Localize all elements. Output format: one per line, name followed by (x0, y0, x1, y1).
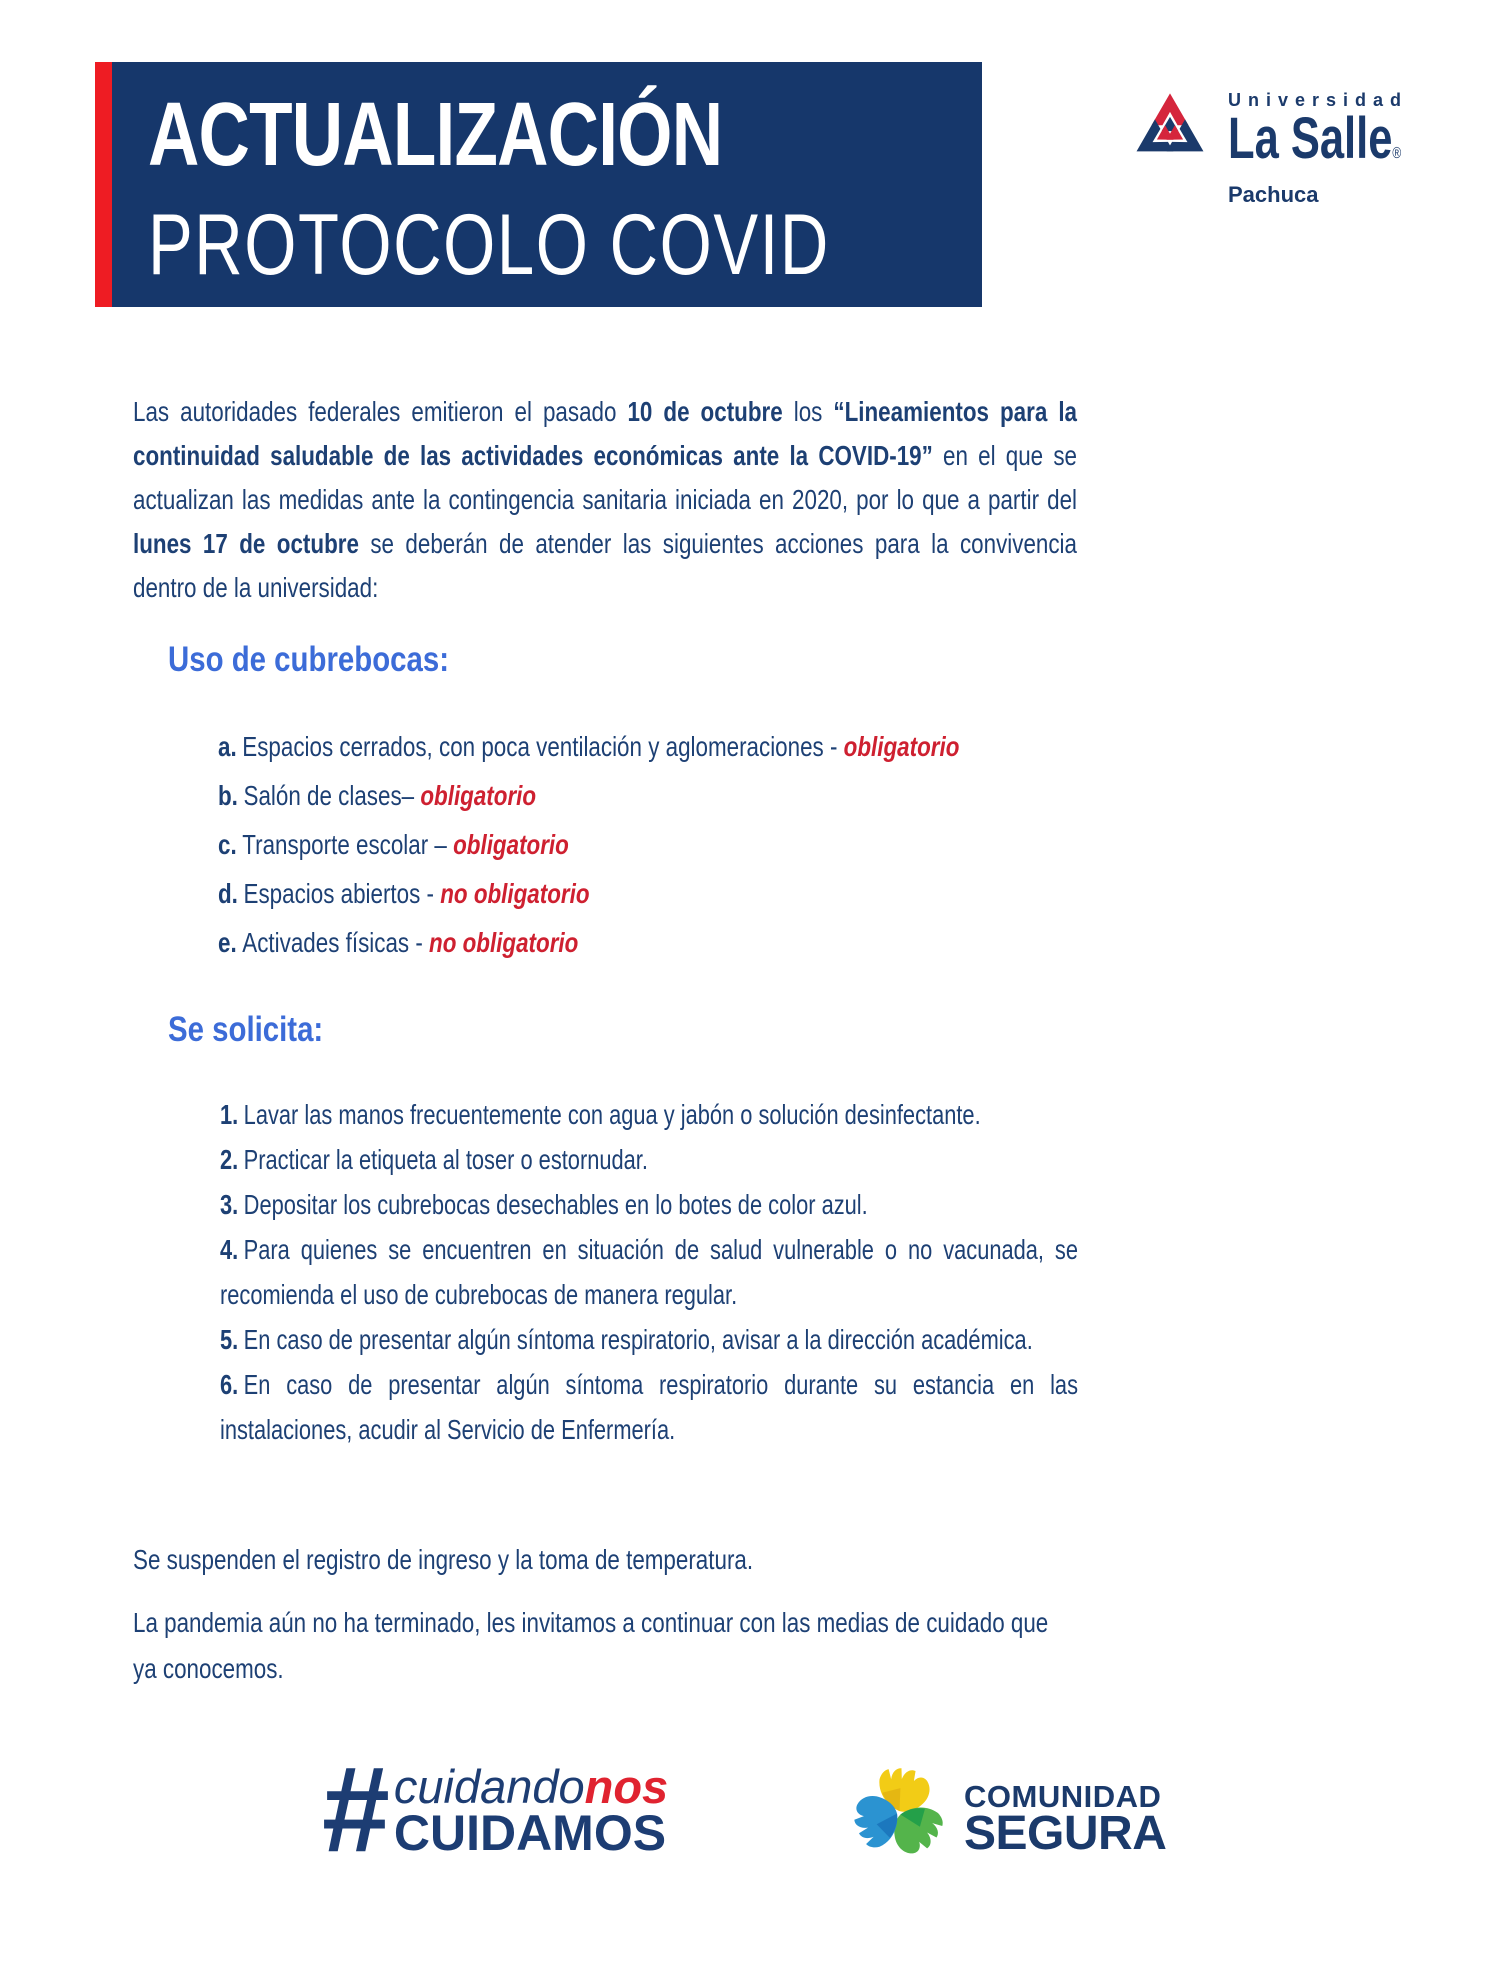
intro-date-bold: 10 de octubre (627, 396, 783, 427)
item-text: Espacios abiertos - (243, 878, 441, 909)
request-list-item (220, 1092, 1078, 1137)
mask-list-item (218, 771, 1098, 820)
registered-trademark: ® (1392, 145, 1402, 162)
banner-title: ACTUALIZACIÓN (148, 85, 723, 185)
item-text: Depositar los cubrebocas desechables en lo botes de color azul. (243, 1189, 868, 1220)
intro-date-bold: lunes 17 de octubre (133, 528, 359, 559)
mask-list-item (218, 869, 1098, 918)
mask-list-item (218, 820, 1098, 869)
intro-text: Las autoridades federales emitieron el pasado (133, 396, 628, 427)
hashtag-icon: # (322, 1741, 390, 1877)
closing-line-pandemic: La pandemia aún no ha terminado, les invitamos a continuar con las medias de cuidado que ya conocemos. (133, 1607, 1049, 1684)
university-logo-text (1228, 88, 1459, 208)
intro-guidelines-bold: “Lineamientos para la continuidad saludable de las actividades económicas ante la COVID-19” (133, 396, 1078, 471)
request-list-item (220, 1362, 1078, 1452)
intro-paragraph (133, 390, 1077, 610)
mask-usage-list (218, 722, 1098, 967)
item-text: Lavar las manos frecuentemente con agua y jabón o solución desinfectante. (243, 1099, 981, 1130)
item-number: 1. (220, 1099, 239, 1130)
intro-text: se deberán de atender las siguientes acciones para la convivencia dentro de la universidad: (133, 528, 1077, 603)
cuidandonos-line (393, 1760, 669, 1813)
cuidamos-text: CUIDAMOS (393, 1805, 667, 1861)
item-number: 4. (220, 1234, 239, 1265)
three-hands-icon (848, 1760, 950, 1862)
item-number: 6. (220, 1369, 239, 1400)
item-text: Para quienes se encuentren en situación de salud vulnerable o no vacunada, se recomienda el uso de cubrebocas de manera regular. (220, 1234, 1079, 1310)
banner-subtitle: PROTOCOLO COVID (148, 197, 830, 293)
item-status: no obligatorio (440, 878, 590, 909)
item-status: no obligatorio (429, 927, 579, 958)
closing-line-suspension: Se suspenden el registro de ingreso y la toma de temperatura. (133, 1544, 754, 1575)
item-text: Practicar la etiqueta al toser o estornudar. (243, 1144, 648, 1175)
cuidandonos-text-block (393, 1760, 669, 1861)
item-status: obligatorio (453, 829, 569, 860)
mask-list-item (218, 722, 1098, 771)
request-list-item (220, 1137, 1078, 1182)
item-letter: d. (218, 878, 238, 909)
header-banner (95, 62, 982, 307)
logo-la-salle (1228, 106, 1402, 180)
item-text: En caso de presentar algún síntoma respiratorio, avisar a la dirección académica. (243, 1324, 1033, 1355)
la-salle-mark-icon (1128, 88, 1212, 176)
red-accent-stripe (95, 62, 112, 307)
request-list-item (220, 1182, 1078, 1227)
segura-text: SEGURA (964, 1807, 1167, 1860)
item-text: Salón de clases– (243, 780, 421, 811)
comunidad-text: COMUNIDAD (964, 1779, 1162, 1814)
intro-text: los (782, 396, 834, 427)
mask-section-heading: Uso de cubrebocas: (168, 640, 450, 679)
university-logo (1128, 88, 1459, 208)
item-letter: c. (218, 829, 237, 860)
item-text: Activades físicas - (242, 927, 430, 958)
comunidad-segura-logo (848, 1760, 1166, 1862)
item-number: 3. (220, 1189, 239, 1220)
request-list-item (220, 1317, 1078, 1362)
item-letter: b. (218, 780, 238, 811)
logo-universidad: Universidad (1228, 90, 1409, 110)
nos-text: nos (584, 1760, 669, 1813)
request-list-item (220, 1227, 1078, 1317)
item-text: Transporte escolar – (242, 829, 454, 860)
logo-la-salle-text: La Salle (1228, 106, 1393, 171)
item-status: obligatorio (420, 780, 537, 811)
comunidad-segura-text-block (964, 1760, 1166, 1862)
mask-list-item (218, 918, 1098, 967)
item-text: En caso de presentar algún síntoma respiratorio durante su estancia en las instalaciones, acudir al Servicio de Enfermería. (220, 1369, 1079, 1445)
item-number: 5. (220, 1324, 239, 1355)
logo-pachuca: Pachuca (1228, 182, 1319, 207)
request-list (220, 1092, 1078, 1452)
item-number: 2. (220, 1144, 239, 1175)
item-text: Espacios cerrados, con poca ventilación y aglomeraciones - (242, 731, 844, 762)
intro-text: en el que se actualizan las medidas ante la contingencia sanitaria iniciada en 2020, por lo que a partir del (133, 440, 1077, 515)
cuidando-text: cuidando (393, 1760, 585, 1813)
item-status: obligatorio (843, 731, 960, 762)
item-letter: a. (218, 731, 237, 762)
request-section-heading: Se solicita: (168, 1010, 324, 1049)
item-letter: e. (218, 927, 237, 958)
cuidandonos-logo (322, 1741, 669, 1877)
